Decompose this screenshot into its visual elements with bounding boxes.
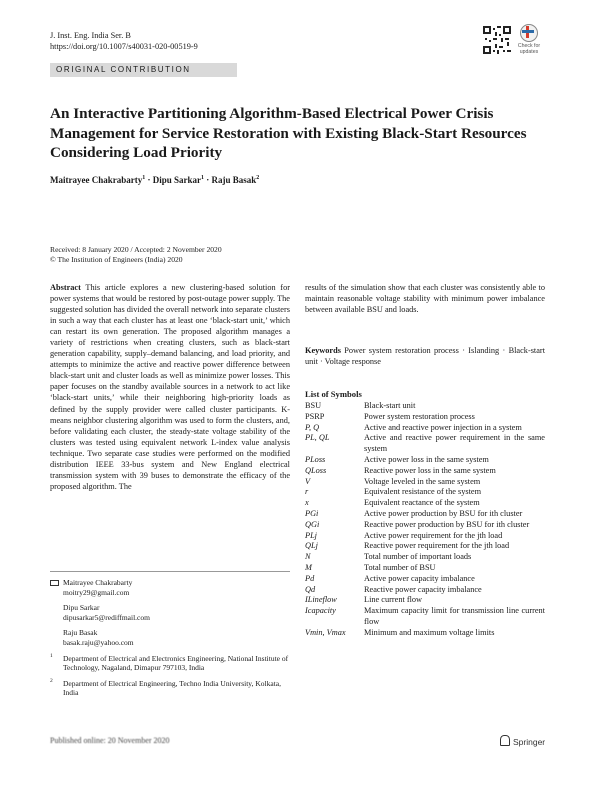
symbol-row xyxy=(305,574,545,585)
contact-block xyxy=(50,628,290,647)
symbol-definition: Total number of BSU xyxy=(364,562,436,572)
symbol: PLj xyxy=(305,530,317,540)
symbol: PLoss xyxy=(305,454,326,464)
symbol: x xyxy=(305,498,309,508)
contact-email[interactable]: dipusarkar5@rediffmail.com xyxy=(63,612,150,622)
journal-header xyxy=(50,31,198,52)
publication-dates xyxy=(50,245,222,265)
symbol-definition: Total number of important loads xyxy=(364,552,472,562)
symbol: P, Q xyxy=(305,422,320,432)
symbol-definition: Active and reactive power injection in a system xyxy=(364,422,522,432)
symbol-row xyxy=(305,563,545,574)
symbol-definition: Equivalent resistance of the system xyxy=(364,487,482,497)
symbol-row xyxy=(305,585,545,596)
affiliation-number: 2 xyxy=(50,677,53,684)
symbol: Icapacity xyxy=(305,606,336,616)
symbol-row xyxy=(305,520,545,531)
symbol-definition: Active power capacity imbalance xyxy=(364,573,475,583)
symbol-definition: Power system restoration process xyxy=(364,411,475,421)
abstract-label: Abstract xyxy=(50,283,81,292)
symbol: PGi xyxy=(305,508,319,518)
journal-name: J. Inst. Eng. India Ser. B xyxy=(50,31,131,40)
symbol-definition: Reactive power loss in the same system xyxy=(364,465,496,475)
list-of-symbols-heading: List of Symbols xyxy=(305,389,362,399)
symbol: QLoss xyxy=(305,465,327,475)
symbol-row xyxy=(305,606,545,628)
publisher-logo xyxy=(500,735,545,747)
affiliation-number: 1 xyxy=(50,652,53,659)
abstract-continuation: results of the simulation show that each cluster was consistently able to maintain reasonable voltage stability with minimum power imbalance between available BSU and loads. xyxy=(305,283,545,315)
symbol: QLj xyxy=(305,541,318,551)
author-affiliation-marker: 2 xyxy=(256,175,260,181)
article-title: An Interactive Partitioning Algorithm-Based Electrical Power Crisis Management for Service Restoration with Existing Black-Start Resources Considering Load Priority xyxy=(50,105,527,161)
symbol-definition: Line current flow xyxy=(364,595,423,605)
abstract-text: This article explores a new clustering-based solution for power systems that would be restored by post-outage power supply. The suggested solution has divided the overall network into separate clusters in such a way that each cluster has at least one ‘black-start unit,’ which can restart its own generation. The proposed algorithm manages a variety of restrictions when creating clusters, such as black-start generation capability, supply–demand balancing, and load priority, and attempts to minimize the active and reactive power difference between black-start unit and cluster loads as well as minimize power losses. This paper focuses on the standby available sources in a network to act like ‘black-start units,’ while their neighboring high-priority loads as defined by the supply provider were called cluster participants. K-means neighbor clustering algorithm was used to form the clusters, and, before validating each cluster, the steady-state voltage stability of the clusters was tested using equivalent network L-index value analysis technique. Two separate case studies were performed on the modified distribution IEEE 33-bus system and New England electrical transmission system with 39 buses to demonstrate the efficacy of the proposed algorithm. The xyxy=(50,283,290,491)
symbol-row xyxy=(305,531,545,542)
keywords-label: Keywords xyxy=(305,346,341,355)
symbol-row xyxy=(305,498,545,509)
copyright-notice: © The Institution of Engineers (India) 2020 xyxy=(50,254,183,264)
crossmark-icon xyxy=(520,24,538,42)
symbol-definition: Minimum and maximum voltage limits xyxy=(364,627,495,637)
symbol-row xyxy=(305,595,545,606)
doi-link[interactable]: https://doi.org/10.1007/s40031-020-00519-9 xyxy=(50,41,198,51)
springer-horse-icon xyxy=(500,735,510,746)
symbol: M xyxy=(305,562,312,572)
author-name[interactable]: Dipu Sarkar xyxy=(152,175,202,185)
symbol-definition: Active power requirement for the jth load xyxy=(364,530,503,540)
symbol: N xyxy=(305,552,311,562)
author-contacts xyxy=(50,578,290,704)
affiliation xyxy=(50,654,290,673)
symbol: PL, QL xyxy=(305,433,330,443)
article-type-banner: ORIGINAL CONTRIBUTION xyxy=(50,63,237,77)
qr-code-icon xyxy=(483,26,511,54)
author-affiliation-marker: 1 xyxy=(201,175,205,181)
keywords-text: Power system restoration process · Islanding · Black-start unit · Voltage response xyxy=(305,346,545,367)
published-online: Published online: 20 November 2020 xyxy=(50,736,170,745)
symbol: ILineflow xyxy=(305,595,337,605)
list-of-symbols xyxy=(305,401,545,639)
author-name[interactable]: Maitrayee Chakrabarty xyxy=(50,175,143,185)
symbol-definition: Active power production by BSU for ith cluster xyxy=(364,508,523,518)
symbol-definition: Reactive power capacity imbalance xyxy=(364,584,482,594)
contact-email[interactable]: basak.raju@yahoo.com xyxy=(63,637,134,647)
author-list: Maitrayee Chakrabarty$^1$ · Dipu Sarkar$^1$ · Raju Basak$^2$ xyxy=(50,175,260,185)
symbol-row xyxy=(305,423,545,434)
symbol-row xyxy=(305,466,545,477)
symbol-row xyxy=(305,541,545,552)
contact-name: Maitrayee Chakrabarty xyxy=(63,578,133,587)
email-envelope-icon xyxy=(50,580,59,586)
symbol-row xyxy=(305,412,545,423)
footnote-divider xyxy=(50,571,290,572)
contact-name: Dipu Sarkar xyxy=(63,603,100,613)
symbol-definition: Reactive power production by BSU for ith cluster xyxy=(364,519,530,529)
author-name[interactable]: Raju Basak xyxy=(211,175,257,185)
symbol-row xyxy=(305,509,545,520)
abstract xyxy=(50,282,290,492)
symbol: Qd xyxy=(305,584,316,594)
crossmark-label: Check for updates xyxy=(517,43,541,55)
symbol-definition: Reactive power requirement for the jth load xyxy=(364,541,510,551)
symbol-definition: Equivalent reactance of the system xyxy=(364,498,480,508)
contact-block xyxy=(50,578,290,597)
symbol-definition: Voltage leveled in the same system xyxy=(364,476,481,486)
affiliation-text: Department of Electrical and Electronics Engineering, National Institute of Technology, Nagaland, Dimapur 797103, India xyxy=(63,653,289,673)
symbol: BSU xyxy=(305,401,322,410)
symbol-definition: Maximum capacity limit for transmission line current flow xyxy=(364,606,545,626)
symbol: QGi xyxy=(305,519,320,529)
symbol-row xyxy=(305,401,545,412)
affiliation-text: Department of Electrical Engineering, Techno India University, Kolkata, India xyxy=(63,678,281,698)
symbol-definition: Active and reactive power requirement in the same system xyxy=(364,433,545,454)
contact-block xyxy=(50,603,290,622)
received-accepted-dates: Received: 8 January 2020 / Accepted: 2 November 2020 xyxy=(50,245,222,254)
contact-name: Raju Basak xyxy=(63,628,98,638)
keywords xyxy=(305,345,545,367)
symbol-definition: Black-start unit xyxy=(364,401,416,410)
check-for-updates-badge[interactable] xyxy=(514,24,544,55)
symbol: Pd xyxy=(305,573,315,583)
publisher-name: Springer xyxy=(513,737,546,747)
symbol-row xyxy=(305,487,545,498)
author-affiliation-marker: 1 xyxy=(142,175,146,181)
symbol: V xyxy=(305,476,311,486)
symbol-row xyxy=(305,477,545,488)
symbol-row xyxy=(305,455,545,466)
symbol-row xyxy=(305,552,545,563)
affiliation xyxy=(50,679,290,698)
contact-email[interactable]: moitry29@gmail.com xyxy=(63,587,130,597)
symbol: Vmin, Vmax xyxy=(305,627,346,637)
symbol: PSRP xyxy=(305,411,325,421)
symbol-row xyxy=(305,628,545,639)
symbol: r xyxy=(305,487,309,497)
symbol-row xyxy=(305,433,545,455)
symbol-definition: Active power loss in the same system xyxy=(364,454,489,464)
